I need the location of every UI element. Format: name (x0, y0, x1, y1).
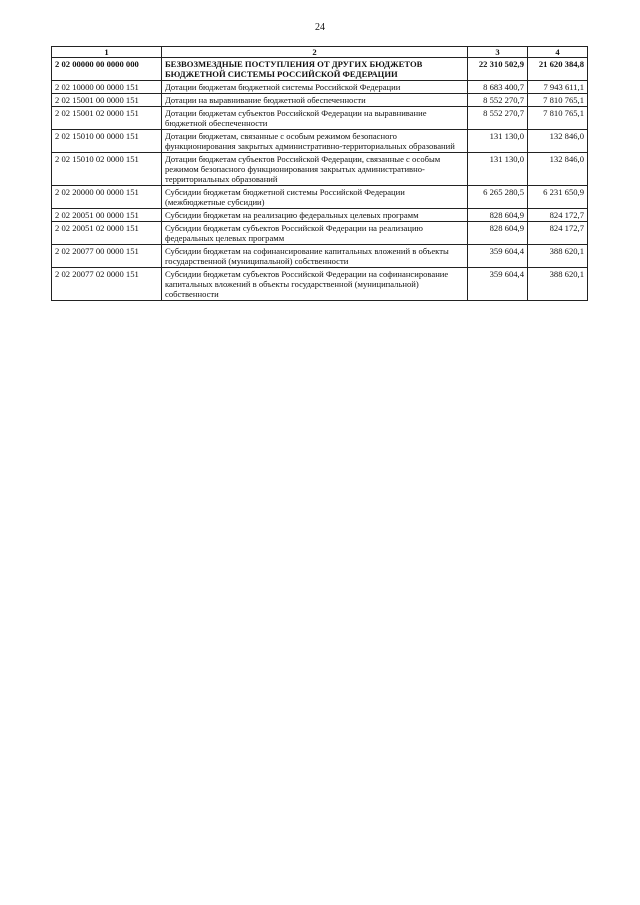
row-name-cell: Субсидии бюджетам бюджетной системы Российской Федерации (межбюджетные субсидии) (162, 186, 468, 209)
row-name-cell: БЕЗВОЗМЕЗДНЫЕ ПОСТУПЛЕНИЯ ОТ ДРУГИХ БЮДЖЕТОВ БЮДЖЕТНОЙ СИСТЕМЫ РОССИЙСКОЙ ФЕДЕРАЦИИ (162, 58, 468, 81)
table-row (52, 81, 588, 94)
table-row (52, 94, 588, 107)
row-code-cell: 2 02 20051 00 0000 151 (52, 209, 162, 222)
row-name-cell: Дотации бюджетам субъектов Российской Федерации, связанные с особым режимом безопасного функционирования закрытых административно-территориальных образований (162, 153, 468, 186)
table-row (52, 153, 588, 186)
row-code-cell: 2 02 20077 00 0000 151 (52, 245, 162, 268)
row-code-cell: 2 02 15001 00 0000 151 (52, 94, 162, 107)
table-row (52, 222, 588, 245)
table-header-row (52, 47, 588, 58)
row-name-cell: Субсидии бюджетам субъектов Российской Федерации на реализацию федеральных целевых программ (162, 222, 468, 245)
row-value-col3-cell: 828 604,9 (468, 209, 528, 222)
table-row (52, 58, 588, 81)
row-value-col4-cell: 388 620,1 (528, 268, 588, 301)
row-name-cell: Субсидии бюджетам на софинансирование капитальных вложений в объекты государственной (муниципальной) собственности (162, 245, 468, 268)
row-name-cell: Дотации бюджетам субъектов Российской Федерации на выравнивание бюджетной обеспеченности (162, 107, 468, 130)
row-code-cell: 2 02 20077 02 0000 151 (52, 268, 162, 301)
row-code-cell: 2 02 20051 02 0000 151 (52, 222, 162, 245)
row-name-cell: Субсидии бюджетам на реализацию федеральных целевых программ (162, 209, 468, 222)
row-value-col3-cell: 8 552 270,7 (468, 94, 528, 107)
row-value-col3-cell: 828 604,9 (468, 222, 528, 245)
column-header: 2 (162, 47, 468, 58)
page-number: 24 (315, 22, 325, 33)
table-row (52, 186, 588, 209)
row-name-cell: Дотации бюджетам бюджетной системы Российской Федерации (162, 81, 468, 94)
row-code-cell: 2 02 20000 00 0000 151 (52, 186, 162, 209)
row-name-cell: Субсидии бюджетам субъектов Российской Федерации на софинансирование капитальных вложений в объекты государственной (муниципальной) собственности (162, 268, 468, 301)
row-code-cell: 2 02 15001 02 0000 151 (52, 107, 162, 130)
row-code-cell: 2 02 15010 02 0000 151 (52, 153, 162, 186)
row-value-col3-cell: 131 130,0 (468, 130, 528, 153)
row-value-col3-cell: 22 310 502,9 (468, 58, 528, 81)
row-value-col3-cell: 359 604,4 (468, 268, 528, 301)
row-value-col4-cell: 132 846,0 (528, 153, 588, 186)
table-row (52, 130, 588, 153)
row-value-col3-cell: 8 552 270,7 (468, 107, 528, 130)
row-value-col4-cell: 824 172,7 (528, 222, 588, 245)
table-row (52, 209, 588, 222)
row-value-col4-cell: 7 943 611,1 (528, 81, 588, 94)
row-value-col3-cell: 6 265 280,5 (468, 186, 528, 209)
row-value-col4-cell: 7 810 765,1 (528, 107, 588, 130)
row-value-col4-cell: 388 620,1 (528, 245, 588, 268)
column-header: 4 (528, 47, 588, 58)
row-value-col4-cell: 7 810 765,1 (528, 94, 588, 107)
row-code-cell: 2 02 15010 00 0000 151 (52, 130, 162, 153)
row-value-col3-cell: 8 683 400,7 (468, 81, 528, 94)
column-header: 3 (468, 47, 528, 58)
row-value-col4-cell: 6 231 650,9 (528, 186, 588, 209)
budget-revenue-table (51, 46, 588, 301)
row-name-cell: Дотации на выравнивание бюджетной обеспеченности (162, 94, 468, 107)
row-code-cell: 2 02 10000 00 0000 151 (52, 81, 162, 94)
column-header: 1 (52, 47, 162, 58)
row-value-col4-cell: 132 846,0 (528, 130, 588, 153)
row-name-cell: Дотации бюджетам, связанные с особым режимом безопасного функционирования закрытых административно-территориальных образований (162, 130, 468, 153)
row-value-col3-cell: 131 130,0 (468, 153, 528, 186)
row-value-col3-cell: 359 604,4 (468, 245, 528, 268)
row-value-col4-cell: 21 620 384,8 (528, 58, 588, 81)
row-value-col4-cell: 824 172,7 (528, 209, 588, 222)
table-row (52, 245, 588, 268)
table-row (52, 107, 588, 130)
row-code-cell: 2 02 00000 00 0000 000 (52, 58, 162, 81)
table-row (52, 268, 588, 301)
